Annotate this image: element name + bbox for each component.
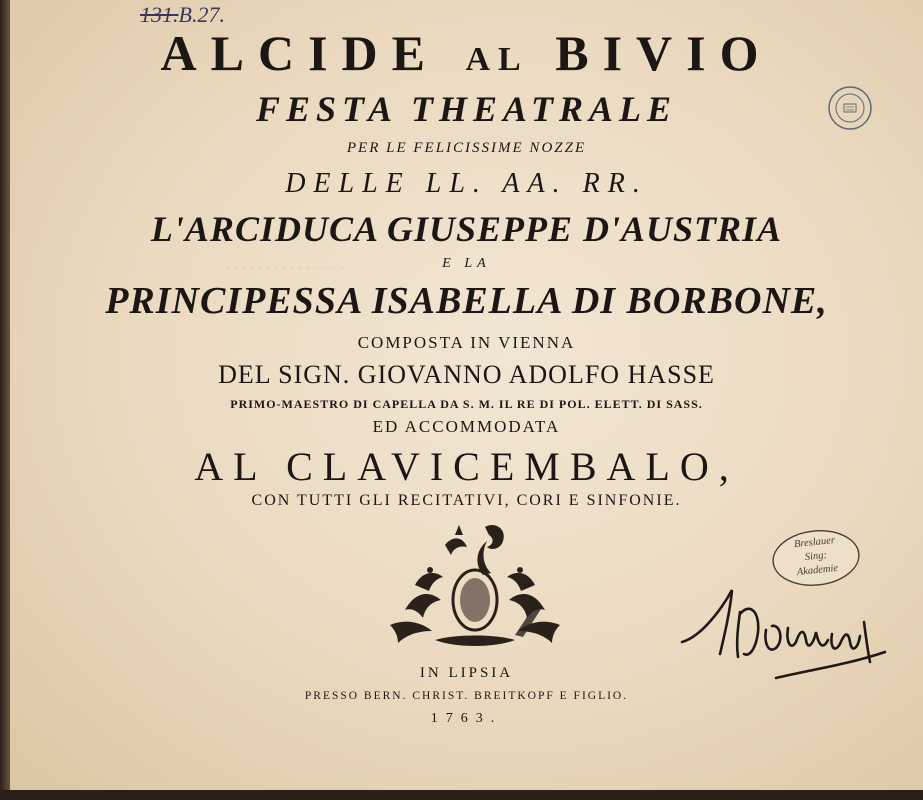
occasion-line: PER LE FELICISSIME NOZZE [346, 140, 587, 156]
shelfmark-struck: 131. [140, 2, 179, 27]
conjunction-line: E LA [442, 256, 491, 271]
show-through-text: · · · · · · · · · · · · · · · [225, 262, 344, 277]
composer-title-line: PRIMO-MAESTRO DI CAPELLA DA S. M. IL RE DI POL. ELETT. DI SASS. [230, 397, 703, 411]
groom-line: L'ARCIDUCA GIUSEPPE D'AUSTRIA [150, 209, 783, 249]
title-connector: AL [465, 41, 529, 78]
book-spine-edge [0, 0, 10, 800]
main-title [10, 24, 923, 82]
stamp-line-2: Sing: [804, 549, 828, 564]
stamp-line-3: Akademie [796, 562, 839, 579]
library-stamp-icon [827, 85, 873, 131]
academy-stamp [770, 528, 862, 588]
bride-line: PRINCIPESSA ISABELLA DI BORBONE, [105, 280, 828, 322]
imprint-publisher: PRESSO BERN. CHRIST. BREITKOPF E FIGLIO. [304, 690, 629, 702]
arranged-line: ED ACCOMMODATA [372, 417, 561, 436]
instrument-line: AL CLAVICEMBALO, [194, 444, 739, 489]
composed-line: COMPOSTA IN VIENNA [357, 333, 576, 352]
printers-ornament-icon [375, 515, 575, 660]
book-bottom-edge [0, 790, 923, 800]
title-page [10, 0, 923, 790]
title-part2: BIVIO [555, 25, 773, 81]
stamp-line-1: Breslauer [793, 534, 836, 551]
contents-line: CON TUTTI GLI RECITATIVI, CORI E SINFONIE. [251, 492, 682, 509]
imprint-place: IN LIPSIA [419, 665, 514, 681]
honorific-line: DELLE LL. AA. RR. [285, 168, 648, 199]
shelfmark-current: B.27. [178, 2, 225, 27]
title-part1: ALCIDE [160, 25, 439, 81]
subtitle: FESTA THEATRALE [255, 89, 678, 129]
imprint-year: 1763. [430, 711, 503, 726]
composer-line: DEL SIGN. GIOVANNO ADOLFO HASSE [218, 360, 715, 389]
